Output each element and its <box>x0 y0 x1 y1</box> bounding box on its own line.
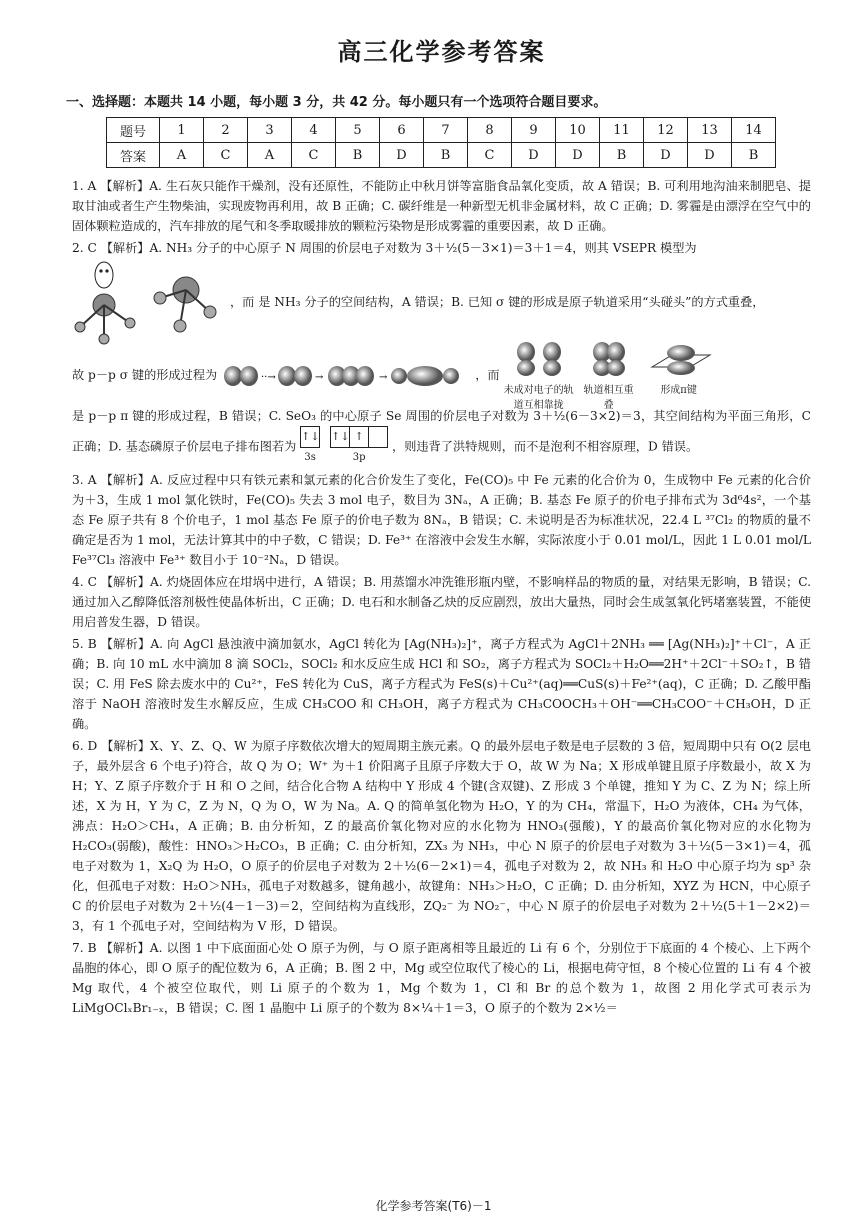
orbital-3p-label: 3p <box>352 452 366 463</box>
page-title: 高三化学参考答案 <box>337 38 546 66</box>
explanation-q2-part-c2: ，而 <box>475 368 500 382</box>
question-number: 4 <box>292 118 336 143</box>
explanation-q2-part-b: ，而 是 NH₃ 分子的空间结构，A 错误；B. 已知 σ 键的形成是原子轨道采用“头碰头”的方式重叠， <box>230 295 765 309</box>
question-number: 2 <box>204 118 248 143</box>
explanation-q5: 5. B 【解析】A. 向 AgCl 悬浊液中滴加氨水，AgCl 转化为 [Ag(NH₃)₂]⁺，离子方程式为 AgCl＋2NH₃ ══ [Ag(NH₃)₂]⁺＋Cl⁻，A 正确；B. 向 10 mL 水中滴加 8 滴 SOCl₂，SOCl₂ 和水反应生成 HCl 和 SO₂，离子方程式为 SOCl₂＋H₂O══2H⁺＋2Cl⁻＋SO₂↑，B 错误；C. 用 FeS 除去废水中的 Cu²⁺，FeS 转化为 CuS，离子方程式为 FeS(s)＋Cu²⁺(aq)══CuS(s)＋Fe²⁺(aq)，C 正确；D. 乙酸甲酯溶于 NaOH 溶液时发生水解反应，生成 CH₃COO 和 CH₃OH，离子方程式为 CH₃COOCH₃＋OH⁻══CH₃COO⁻＋CH₃OH，D 正确。 <box>72 637 811 731</box>
q2-vsepr-row <box>72 260 811 346</box>
explanation-q2-part-c: 故 p－p σ 键的形成过程为 <box>72 368 218 382</box>
explanation-q2-part-a: 2. C 【解析】A. NH₃ 分子的中心原子 N 周围的价层电子对数为 3＋½(5－3×1)＝3＋1＝4，则其 VSEPR 模型为 <box>72 241 697 255</box>
pi-bond-icon <box>644 341 714 377</box>
phosphorus-orbital-diagram <box>300 426 388 468</box>
question-number: 14 <box>732 118 776 143</box>
sigma-bond-formation-diagram <box>221 361 471 391</box>
explanation-q2-part-e: ，则违背了洪特规则，而不是泡利不相容原理，D 错误。 <box>392 439 699 454</box>
orbital-3s-boxes <box>300 426 320 448</box>
svg-text:··→: ··→ <box>261 372 276 383</box>
answer-cell: A <box>248 143 292 168</box>
answer-cell: B <box>600 143 644 168</box>
orbital-3p-boxes <box>330 426 388 448</box>
answer-cell: B <box>336 143 380 168</box>
orbital-approach-icon <box>504 341 574 377</box>
nh3-molecule-diagram <box>146 268 222 338</box>
question-number: 10 <box>556 118 600 143</box>
svg-text:→: → <box>315 372 324 383</box>
answer-cell: D <box>380 143 424 168</box>
pi-step-3 <box>644 341 714 396</box>
orbital-box <box>369 427 387 447</box>
answer-table-number-row <box>107 118 776 143</box>
page-footer: 化学参考答案(T6)－1 <box>375 1199 492 1213</box>
question-number: 9 <box>512 118 556 143</box>
orbital-box: ↑↓ <box>301 430 320 443</box>
answer-cell: D <box>644 143 688 168</box>
question-number: 6 <box>380 118 424 143</box>
orbital-box: ↑ <box>350 427 369 447</box>
question-number: 13 <box>688 118 732 143</box>
explanation-q3: 3. A 【解析】A. 反应过程中只有铁元素和氯元素的化合价发生了变化，Fe(CO)₅ 中 Fe 元素的化合价为 0，生成物中 Fe 元素的化合价为＋3，生成 1 mol 氯化铁时，Fe(CO)₅ 失去 3 mol 电子，数目为 3Nₐ，A 正确；B. 基态 Fe 原子的价电子排布式为 3d⁶4s²，一个基态 Fe 原子共有 8 个价电子，1 mol 基态 Fe 原子的价电子数为 8Nₐ，B 错误；C. 未说明是否为标准状况，22.4 L ³⁷Cl₂ 的物质的量不确定是否为 1 mol，无法计算其中的中子数，C 错误；D. Fe³⁺ 在溶液中会发生水解，实际浓度小于 0.01 mol/L，因此 1 L 0.01 mol/L Fe³⁷Cl₃ 溶液中 Fe³⁺ 数目小于 10⁻²Nₐ，D 错误。 <box>72 473 811 567</box>
pi-step-2-caption: 轨道相互重叠 <box>583 385 634 411</box>
explanation-q6: 6. D 【解析】X、Y、Z、Q、W 为原子序数依次增大的短周期主族元素。Q 的最外层电子数是电子层数的 3 倍，短周期中只有 O(2 层电子，最外层含 6 个电子)符合，故 Q 为 O；W⁺ 为＋1 价阳离子且原子序数大于 O，故 W 为 Na；X 形成单键且原子序数最小，故 X 为 H；Y、Z 原子序数介于 H 和 O 之间，结合化合物 A 结构中 Y 形成 4 个键(含双键)、Z 形成 3 个单键，推知 Y 为 C、Z 为 N；综上所述，X 为 H，Y 为 C，Z 为 N，Q 为 O，W 为 Na。A. Q 的简单氢化物为 H₂O，Y 的为 CH₄，常温下，H₂O 为液体，CH₄ 为气体，沸点：H₂O＞CH₄，A 正确；B. 由分析知，Z 的最高价氧化物对应的水化物为 HNO₃(强酸)，Y 的最高价氧化物对应的水化物为 H₂CO₃(弱酸)，酸性：HNO₃＞H₂CO₃，B 正确；C. 由分析知，ZX₃ 为 NH₃，中心 N 原子的价层电子对数为 3＋½(5－3×1)＝4，孤电子对数为 1，X₂Q 为 H₂O，O 原子的价层电子对数为 2＋½(6－2×1)＝4，孤电子对数为 2，故 NH₃ 和 H₂O 中心原子均为 sp³ 杂化，但孤电子对数：H₂O＞NH₃，孤电子对数越多，键角越小，故键角：NH₃＞H₂O，C 正确；D. 由分析知，XYZ 为 HCN，中心原子 C 的价层电子对数为 2＋½(4－1－3)＝2，空间结构为直线形，ZQ₂⁻ 为 NO₂⁻，中心 N 原子的价层电子对数为 2＋½(5＋1－2×2)＝3，有 1 个孤电子对，空间结构为 V 形，D 错误。 <box>72 739 811 933</box>
question-number: 11 <box>600 118 644 143</box>
section-heading: 一、选择题：本题共 14 小题，每小题 3 分，共 42 分。每小题只有一个选项符合题目要求。 <box>66 95 607 110</box>
pi-step-1-caption: 未成对电子的轨道互相靠拢 <box>503 385 574 411</box>
explanation-q7: 7. B 【解析】A. 以图 1 中下底面面心处 O 原子为例，与 O 原子距离相等且最近的 Li 有 6 个，分别位于下底面的 4 个棱心、上下两个晶胞的体心，即 O 原子的配位数为 6，A 正确；B. 图 2 中，Mg 或空位取代了棱心的 Li，根据电荷守恒，8 个棱心位置的 Li 有 4 个被 Mg 取代，4 个被空位取代，则 Li 原子的个数为 1，Mg 个数为 1，Cl 和 Br 的总个数为 1，故图 2 用化学式可表示为 LiMgOClₓBr₁₋ₓ，B 错误；C. 图 1 晶胞中 Li 原子的个数为 8×¼＋1＝3，O 原子的个数为 2×½＝ <box>72 941 811 1015</box>
answer-cell: D <box>512 143 556 168</box>
answer-cell: B <box>424 143 468 168</box>
q2-orbital-row <box>72 346 811 411</box>
pi-step-1 <box>504 341 574 411</box>
answer-table <box>106 117 776 168</box>
question-number: 3 <box>248 118 292 143</box>
explanation-q2-part-d <box>72 406 811 468</box>
svg-text:→: → <box>379 372 388 383</box>
orbital-overlap-icon <box>582 341 636 377</box>
answer-cell: C <box>292 143 336 168</box>
answer-cell: D <box>556 143 600 168</box>
answer-cell: B <box>732 143 776 168</box>
orbital-3s <box>300 426 320 468</box>
question-number: 1 <box>160 118 204 143</box>
answer-cell: C <box>468 143 512 168</box>
explanation-q2-part-d-text: 是 p－p π 键的形成过程，B 错误；C. SeO₃ 的中心原子 Se 周围的价层电子对数为 3＋½(6－3×2)＝3，其空间结构为平面三角形，C 正确；D. 基态磷原子价层电子排布图若为 <box>72 409 811 454</box>
orbital-3p <box>330 426 388 468</box>
question-number: 7 <box>424 118 468 143</box>
answer-cell: A <box>160 143 204 168</box>
answer-table-answer-label: 答案 <box>107 143 160 168</box>
answer-cell: D <box>688 143 732 168</box>
explanation-q4: 4. C 【解析】A. 灼烧固体应在坩埚中进行，A 错误；B. 用蒸馏水冲洗锥形瓶内壁，不影响样品的物质的量，对结果无影响，B 错误；C. 通过加入乙醇降低溶剂极性使晶体析出，C 正确；D. 电石和水制备乙炔的反应剧烈，放出大量热，同时会生成氢氧化钙堵塞装置，不能使用启普发生器，D 错误。 <box>72 575 811 629</box>
question-number: 8 <box>468 118 512 143</box>
orbital-3s-label: 3s <box>304 452 316 463</box>
answer-table-number-label: 题号 <box>107 118 160 143</box>
vsepr-tetrahedral-diagram <box>72 261 138 345</box>
orbital-box: ↑↓ <box>331 427 350 447</box>
answer-table-answer-row <box>107 143 776 168</box>
answer-cell: C <box>204 143 248 168</box>
question-number: 5 <box>336 118 380 143</box>
pi-step-3-caption: 形成π键 <box>660 385 697 396</box>
explanation-q1: 1. A 【解析】A. 生石灰只能作干燥剂，没有还原性，不能防止中秋月饼等富脂食品氧化变质，故 A 错误；B. 可利用地沟油来制肥皂、提取甘油或者生产生物柴油，实现废物再利用，故 B 正确；C. 碳纤维是一种新型无机非金属材料，故 C 正确；D. 雾霾是由漂浮在空气中的固体颗粒造成的，汽车排放的尾气和冬季取暖排放的颗粒污染物是形成雾霾的重要因素，故 D 正确。 <box>72 179 811 233</box>
pi-bond-formation-diagram <box>504 341 714 411</box>
question-number: 12 <box>644 118 688 143</box>
pi-step-2 <box>582 341 636 411</box>
